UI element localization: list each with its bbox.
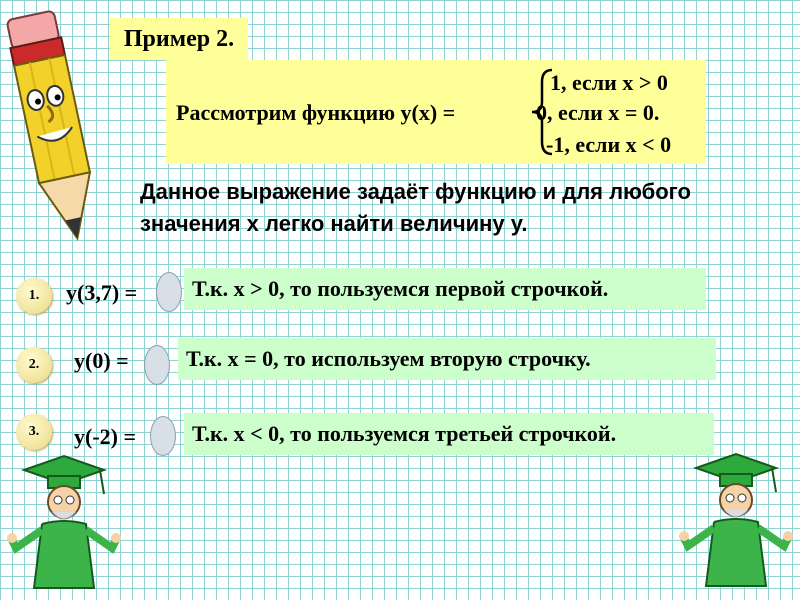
case-negative: -1, если x < 0 [546,132,672,157]
professor-left-illustration [4,448,124,598]
example-1-answer-placeholder[interactable] [156,272,182,312]
example-3-expression: y(-2) = [74,424,137,449]
example-2-expression: y(0) = [74,348,129,373]
example-2-reason: Т.к. x = 0, то используем вторую строчку. [178,338,716,380]
example-2-badge: 2. [16,347,52,383]
example-1-badge: 1. [16,278,52,314]
example-3-reason: Т.к. x < 0, то пользуемся третьей строчкой. [184,413,714,455]
case-zero: 0, если x = 0. [536,100,660,125]
example-2-answer-placeholder[interactable] [144,345,170,385]
case-positive: 1, если x > 0 [550,70,668,95]
example-1-expression: y(3,7) = [66,280,138,305]
function-label: Рассмотрим функцию y(x) = [176,100,456,125]
example-3-badge: 3. [16,414,52,450]
professor-right-illustration [676,446,796,596]
example-1-reason: Т.к. x > 0, то пользуемся первой строчкой. [184,268,706,310]
statement-text: Данное выражение задаёт функцию и для любого значения x легко найти величину y. [140,179,691,236]
pencil-mascot-illustration [2,8,114,248]
function-definition-box [166,60,706,164]
example-3-answer-placeholder[interactable] [150,416,176,456]
slide-title: Пример 2. [110,18,248,60]
